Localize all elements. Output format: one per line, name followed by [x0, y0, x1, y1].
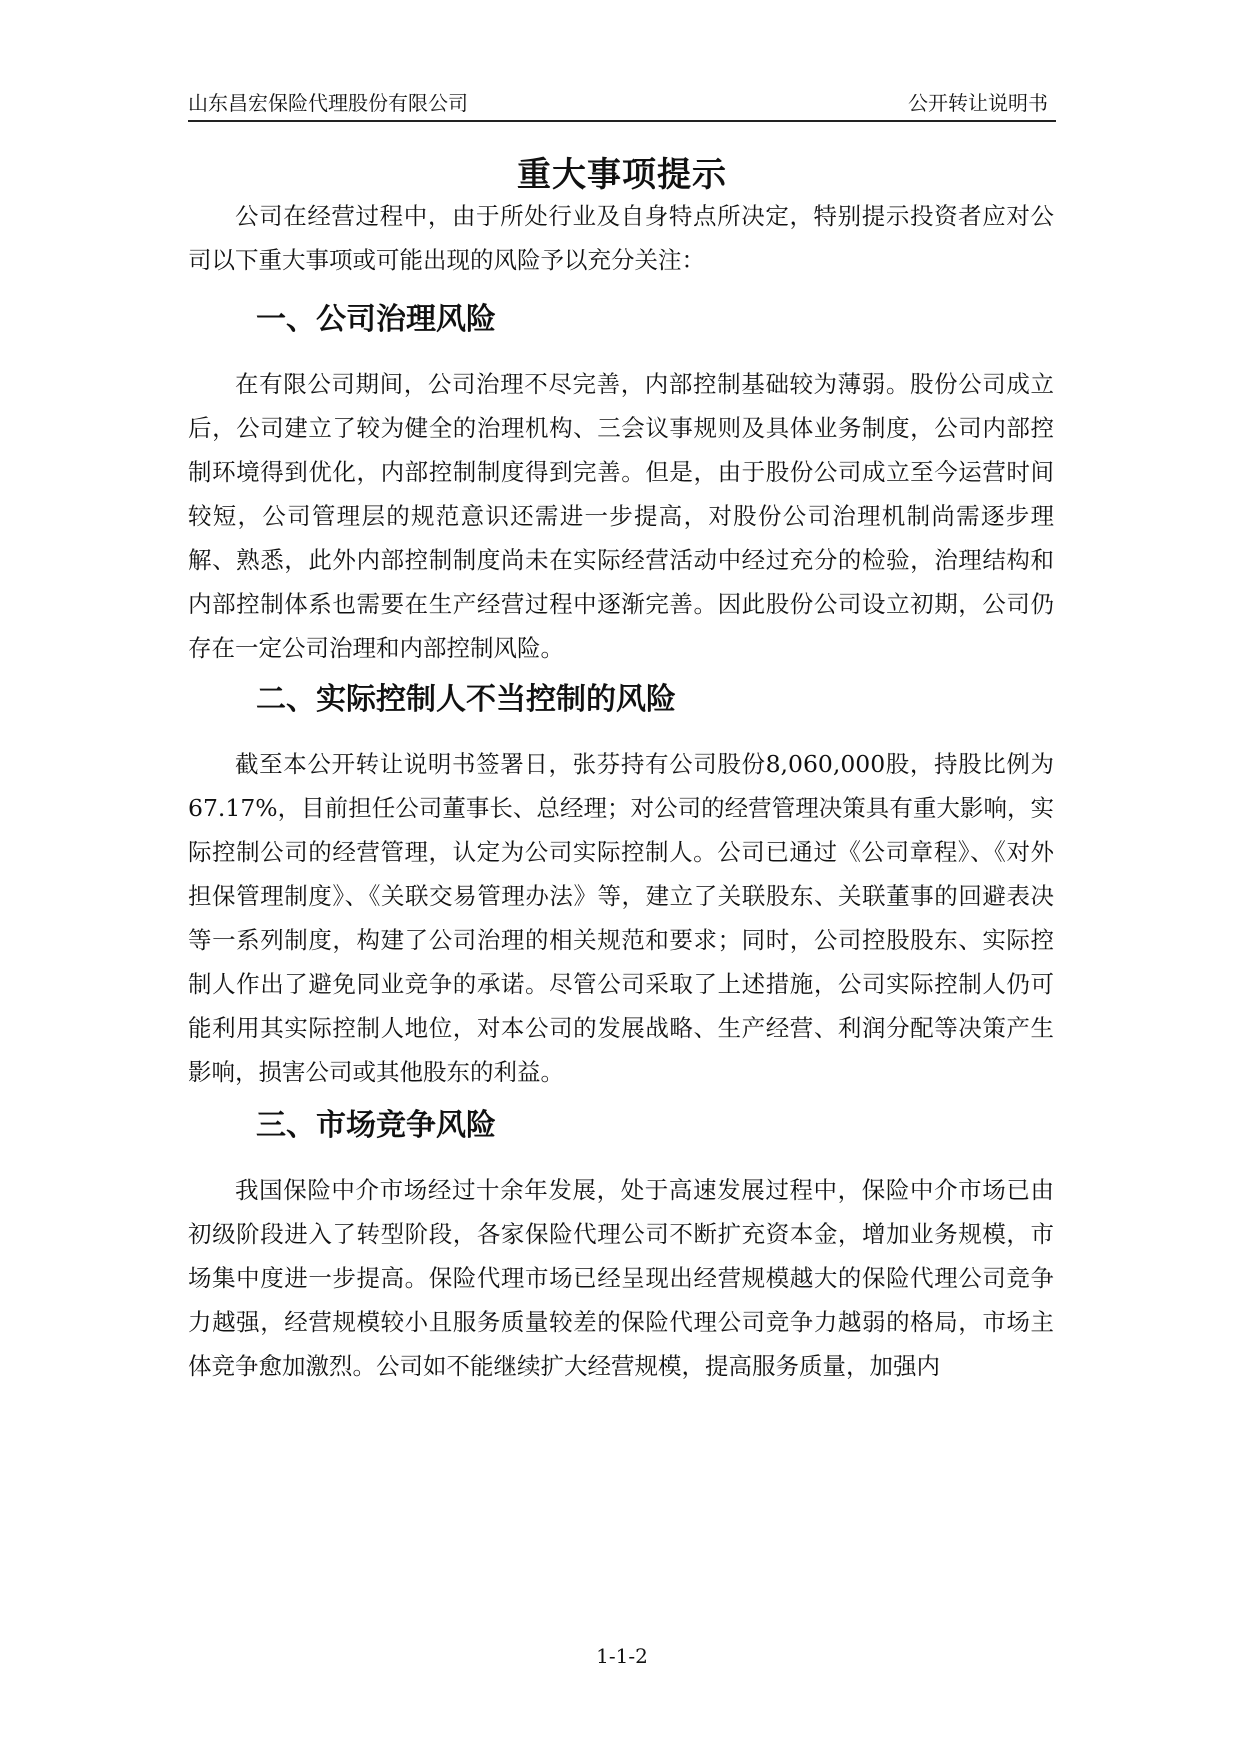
section-body-governance-risk: 在有限公司期间，公司治理不尽完善，内部控制基础较为薄弱。股份公司成立后，公司建立了较为健全的治理机构、三会议事规则及具体业务制度，公司内部控制环境得到优化，内部控制制度得到完善。但是，由于股份公司成立至今运营时间较短，公司管理层的规范意识还需进一步提高，对股份公司治理机制尚需逐步理解、熟悉，此外内部控制制度尚未在实际经营活动中经过充分的检验，治理结构和内部控制体系也需要在生产经营过程中逐渐完善。因此股份公司设立初期，公司仍存在一定公司治理和内部控制风险。 [188, 370, 1054, 662]
page-number: 1-1-2 [596, 1644, 648, 1668]
section-heading-governance-risk: 一、公司治理风险 [256, 302, 496, 337]
page-title: 重大事项提示 [517, 155, 727, 195]
section-heading-competition-risk: 三、市场竞争风险 [256, 1108, 496, 1143]
section-heading-controller-risk: 二、实际控制人不当控制的风险 [256, 682, 676, 717]
section-body-competition-risk: 我国保险中介市场经过十余年发展，处于高速发展过程中，保险中介市场已由初级阶段进入了转型阶段，各家保险代理公司不断扩充资本金，增加业务规模，市场集中度进一步提高。保险代理市场已经呈现出经营规模越大的保险代理公司竞争力越强，经营规模较小且服务质量较差的保险代理公司竞争力越弱的格局，市场主体竞争愈加激烈。公司如不能继续扩大经营规模，提高服务质量，加强内 [188, 1176, 1054, 1380]
header-document-type: 公开转让说明书 [908, 91, 1048, 115]
page-header [188, 86, 1056, 122]
section-body-controller-risk: 截至本公开转让说明书签署日，张芬持有公司股份8,060,000股，持股比例为67.17%，目前担任公司董事长、总经理；对公司的经营管理决策具有重大影响，实际控制公司的经营管理，认定为公司实际控制人。公司已通过《公司章程》、《对外担保管理制度》、《关联交易管理办法》等，建立了关联股东、关联董事的回避表决等一系列制度，构建了公司治理的相关规范和要求；同时，公司控股股东、实际控制人作出了避免同业竞争的承诺。尽管公司采取了上述措施，公司实际控制人仍可能利用其实际控制人地位，对本公司的发展战略、生产经营、利润分配等决策产生影响，损害公司或其他股东的利益。 [188, 750, 1054, 1086]
intro-paragraph: 公司在经营过程中，由于所处行业及自身特点所决定，特别提示投资者应对公司以下重大事项或可能出现的风险予以充分关注： [188, 202, 1054, 274]
header-company-name: 山东昌宏保险代理股份有限公司 [188, 91, 468, 115]
